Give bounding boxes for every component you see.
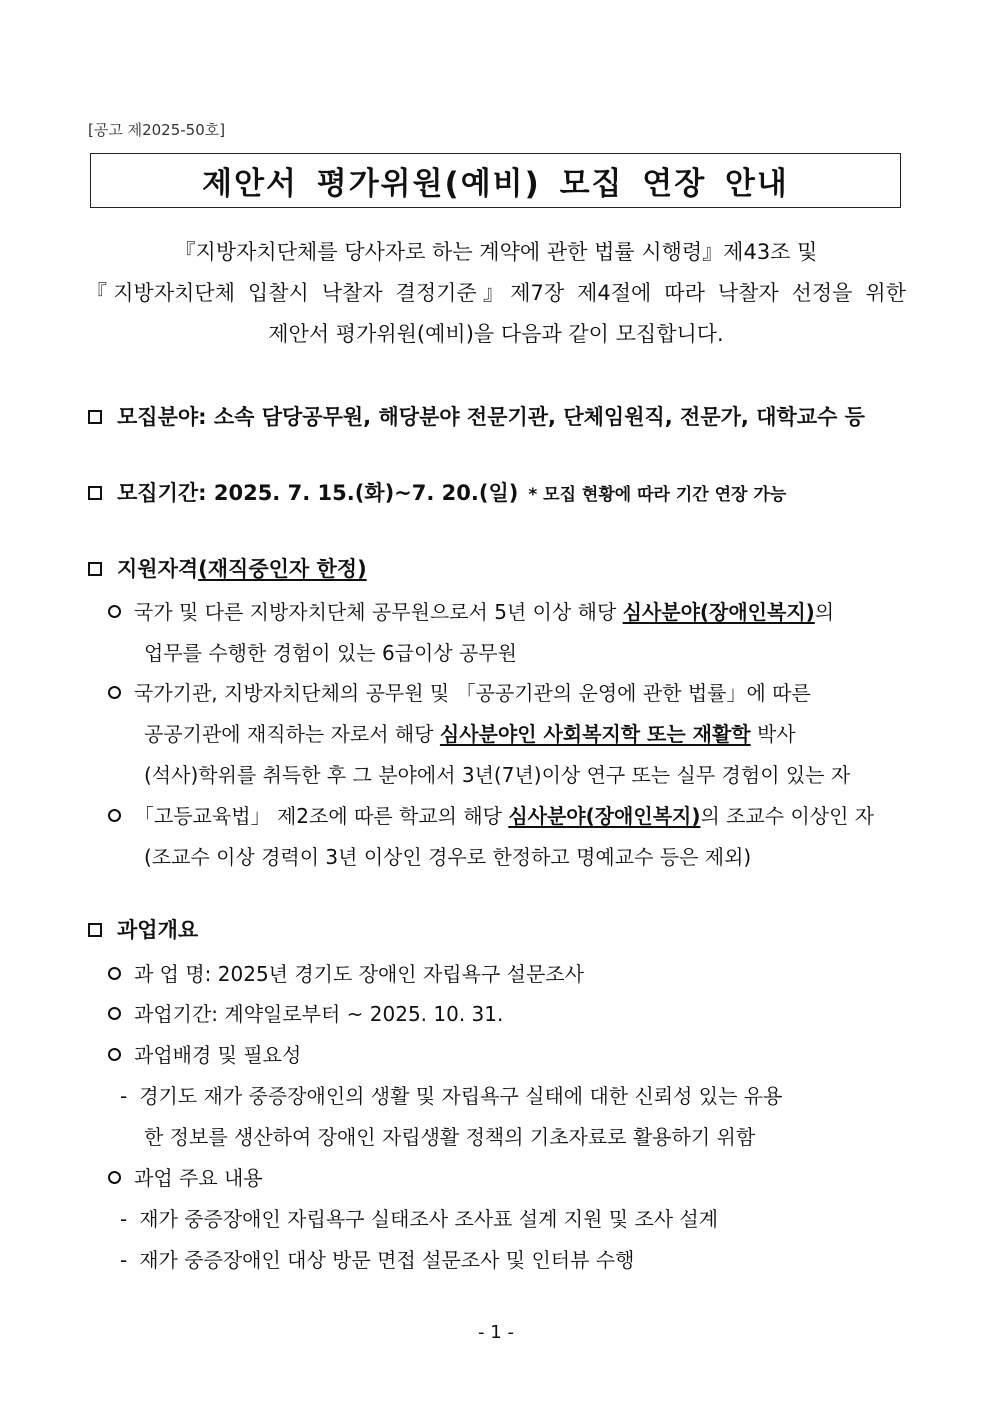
qual1-underlined: 심사분야(장애인복지)	[622, 600, 815, 624]
qualification-item-1	[108, 596, 834, 625]
content-item-1-text: 재가 중증장애인 자립욕구 실태조사 조사표 설계 지원 및 조사 설계	[139, 1207, 719, 1231]
project-period	[108, 998, 503, 1027]
intro-line-1: 『지방자치단체를 당사자로 하는 계약에 관한 법률 시행령』제43조 및	[174, 240, 818, 264]
section-recruit-field	[88, 401, 865, 431]
intro-line-3: 제안서 평가위원(예비)을 다음과 같이 모집합니다.	[268, 322, 724, 346]
qual2-underlined: 심사분야인 사회복지학 또는 재활학	[439, 722, 751, 746]
checkbox-square-icon	[88, 486, 102, 500]
background-line-1	[120, 1080, 782, 1109]
qual2-line-2-post: 박사	[750, 722, 796, 746]
project-main-content	[108, 1162, 263, 1191]
content-item-2	[120, 1244, 634, 1273]
qual2-line-2	[144, 718, 796, 747]
circle-bullet-icon	[108, 967, 121, 980]
circle-bullet-icon	[108, 1007, 121, 1020]
intro-line-2: 『지방자치단체 입찰시 낙찰자 결정기준』제7장 제4절에 따라 낙찰자 선정을 위한	[86, 281, 906, 305]
qualification-restriction: (재직중인자 한정)	[198, 557, 367, 581]
qual3-post: 의 조교수 이상인 자	[700, 804, 875, 828]
checkbox-square-icon	[88, 923, 102, 937]
recruit-period-text: 모집기간: 2025. 7. 15.(화)~7. 20.(일)	[117, 481, 519, 505]
dash-mark: -	[120, 1248, 128, 1272]
dash-mark: -	[120, 1207, 128, 1231]
qual2-line-1: 국가기관, 지방자치단체의 공무원 및 「공공기관의 운영에 관한 법률」에 따른	[134, 681, 811, 705]
qual2-line-3: (석사)학위를 취득한 후 그 분야에서 3년(7년)이상 연구 또는 실무 경험이 있는 자	[144, 763, 851, 787]
project-name-text: 과 업 명: 2025년 경기도 장애인 자립욕구 설문조사	[134, 962, 584, 986]
circle-bullet-icon	[108, 605, 121, 618]
project-name	[108, 958, 584, 987]
checkbox-square-icon	[88, 562, 102, 576]
qual3-underlined: 심사분야(장애인복지)	[508, 804, 701, 828]
qual3-continuation: (조교수 이상 경력이 3년 이상인 경우로 한정하고 명예교수 등은 제외)	[144, 845, 752, 869]
title-box	[90, 153, 901, 208]
circle-bullet-icon	[108, 809, 121, 822]
qual1-post: 의	[814, 600, 835, 624]
section-qualification	[88, 553, 367, 583]
qual1-text: 국가 및 다른 지방자치단체 공무원으로서 5년 이상 해당	[134, 600, 623, 624]
qual2-line-2-pre: 공공기관에 재직하는 자로서 해당	[144, 722, 440, 746]
qual1-continuation: 업무를 수행한 경험이 있는 6급이상 공무원	[144, 641, 517, 665]
project-background	[108, 1039, 301, 1068]
page-number: - 1 -	[478, 1322, 514, 1343]
qual3-pre: 「고등교육법」 제2조에 따른 학교의 해당	[134, 804, 509, 828]
qualification-item-2	[108, 677, 811, 706]
content-item-2-text: 재가 중증장애인 대상 방문 면접 설문조사 및 인터뷰 수행	[139, 1248, 635, 1272]
circle-bullet-icon	[108, 1171, 121, 1184]
project-background-text: 과업배경 및 필요성	[134, 1043, 302, 1067]
qualification-item-3	[108, 800, 874, 829]
recruit-field-text: 모집분야: 소속 담당공무원, 해당분야 전문기관, 단체임원직, 전문가, 대학교수 등	[117, 405, 865, 429]
circle-bullet-icon	[108, 686, 121, 699]
circle-bullet-icon	[108, 1048, 121, 1061]
dash-mark: -	[120, 1084, 128, 1108]
qualification-label: 지원자격	[117, 557, 199, 581]
page-title: 제안서 평가위원(예비) 모집 연장 안내	[202, 166, 789, 202]
notice-number: [공고 제2025-50호]	[88, 121, 226, 139]
section-project	[88, 914, 198, 944]
background-line-1-text: 경기도 재가 중증장애인의 생활 및 자립욕구 실태에 대한 신뢰성 있는 유용	[139, 1084, 783, 1108]
intro-paragraph	[86, 232, 906, 355]
content-item-1	[120, 1203, 718, 1232]
section-recruit-period	[88, 477, 786, 507]
background-line-2: 한 정보를 생산하여 장애인 자립생활 정책의 기초자료로 활용하기 위함	[144, 1125, 756, 1149]
project-label: 과업개요	[117, 918, 199, 942]
checkbox-square-icon	[88, 410, 102, 424]
recruit-period-note: * 모집 현황에 따라 기간 연장 가능	[528, 484, 787, 505]
project-main-content-text: 과업 주요 내용	[134, 1166, 263, 1190]
project-period-text: 과업기간: 계약일로부터 ~ 2025. 10. 31.	[134, 1002, 504, 1026]
